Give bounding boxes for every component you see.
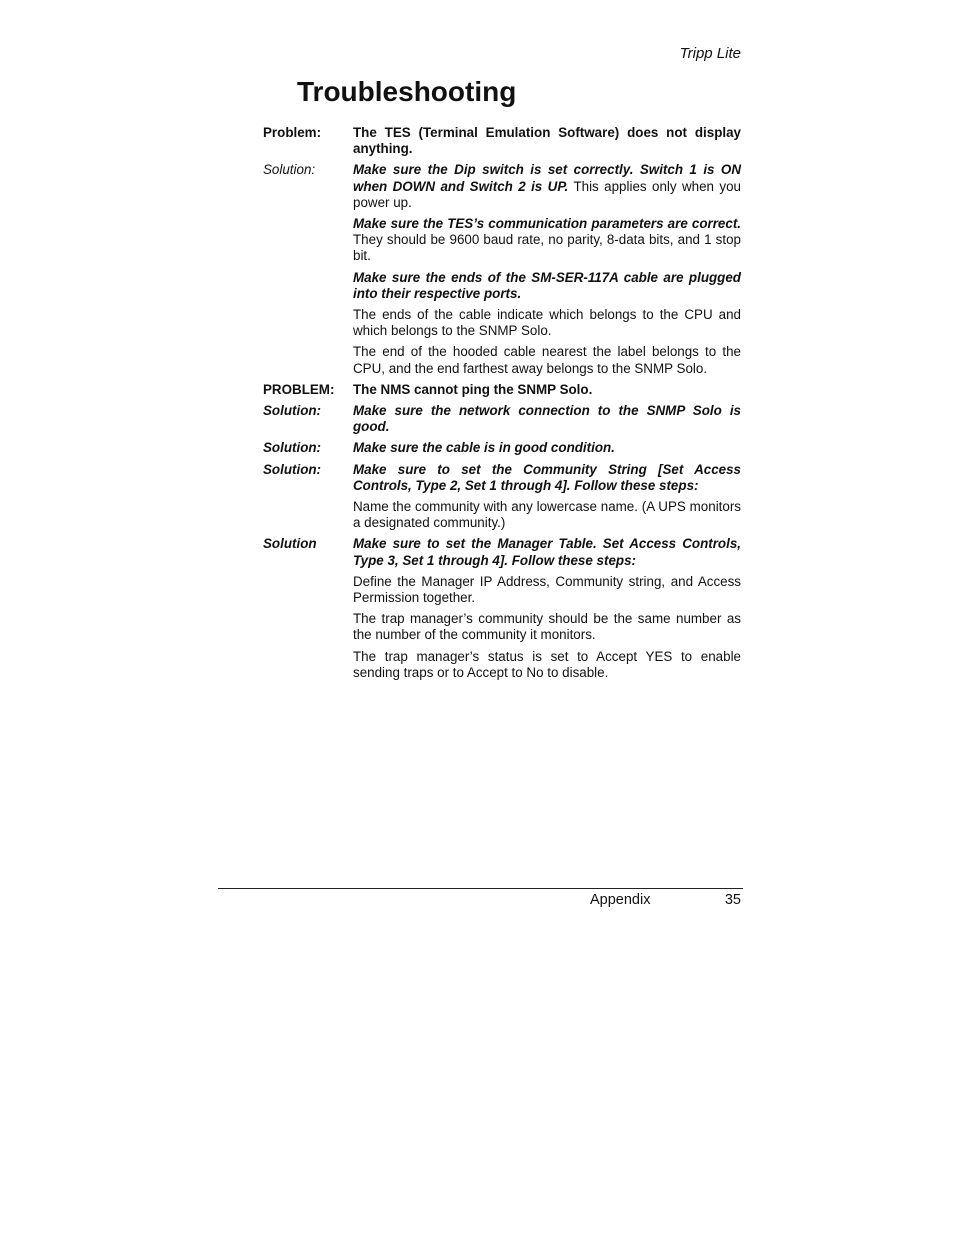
problem-label: PROBLEM: xyxy=(263,381,335,397)
header-brand: Tripp Lite xyxy=(679,45,741,62)
text-segment: Make sure the ends of the SM-SER-117A cable are plugged into their respective ports. xyxy=(353,269,741,301)
problem-text xyxy=(353,125,741,157)
paragraph xyxy=(353,270,741,302)
solution-text xyxy=(353,162,741,376)
problem-label: Problem: xyxy=(263,125,322,140)
paragraph xyxy=(353,216,741,265)
solution-text xyxy=(353,462,741,532)
troubleshooting-entry xyxy=(263,462,741,532)
text-segment: The ends of the cable indicate which belongs to the CPU and which belongs to the SNMP Solo. xyxy=(353,307,741,339)
troubleshooting-entry xyxy=(263,440,741,456)
text-segment: Make sure the Dip switch is set correctly. Switch 1 is ON when DOWN and Switch 2 is UP. xyxy=(353,162,741,194)
solution-label: Solution: xyxy=(263,461,322,477)
troubleshooting-entry xyxy=(263,382,741,398)
solution-label: Solution xyxy=(263,536,317,552)
paragraph xyxy=(353,162,741,211)
text-segment: Make sure to set the Manager Table. Set Access Controls, Type 3, Set 1 through 4]. Follow these steps: xyxy=(353,536,741,568)
text-segment: Define the Manager IP Address, Community string, and Access Permission together. xyxy=(353,573,741,606)
footer-section-name: Appendix xyxy=(590,892,651,908)
troubleshooting-entry xyxy=(263,403,741,435)
paragraph xyxy=(353,536,741,568)
solution-text xyxy=(353,536,741,681)
page-number: 35 xyxy=(724,892,741,908)
troubleshooting-entry xyxy=(263,536,741,681)
text-segment: The trap manager’s status is set to Accept YES to enable sending traps or to Accept to No to disable. xyxy=(353,648,741,680)
paragraph xyxy=(353,611,741,643)
text-segment: The trap manager’s community should be the same number as the number of the community it monitors. xyxy=(353,611,741,643)
solution-label: Solution: xyxy=(263,403,322,419)
text-segment: Name the community with any lowercase name. (A UPS monitors a designated community.) xyxy=(353,499,741,531)
paragraph xyxy=(353,125,741,157)
paragraph xyxy=(353,649,741,681)
paragraph xyxy=(353,462,741,494)
solution-text xyxy=(353,403,741,435)
text-segment: This applies only when you power up. xyxy=(353,178,742,210)
solution-label: Solution: xyxy=(263,162,316,178)
paragraph xyxy=(353,499,741,531)
paragraph xyxy=(353,574,741,606)
text-segment: The NMS cannot ping the SNMP Solo. xyxy=(353,381,593,397)
paragraph xyxy=(353,382,741,398)
paragraph xyxy=(353,307,741,339)
solution-text xyxy=(353,440,741,456)
page-title: Troubleshooting xyxy=(297,76,517,107)
text-segment: Make sure the cable is in good condition. xyxy=(353,440,615,456)
text-segment: The TES (Terminal Emulation Software) does not display anything. xyxy=(353,125,741,157)
solution-label: Solution: xyxy=(263,440,322,456)
text-segment: The end of the hooded cable nearest the label belongs to the CPU, and the end farthest away belongs to the SNMP Solo. xyxy=(353,344,741,376)
text-segment: Make sure the TES’s communication parameters are correct. xyxy=(353,216,741,232)
troubleshooting-entry xyxy=(263,125,741,157)
paragraph xyxy=(353,344,741,376)
problem-text xyxy=(353,382,741,398)
paragraph xyxy=(353,403,741,435)
text-segment: Make sure the network connection to the SNMP Solo is good. xyxy=(353,403,741,435)
troubleshooting-list xyxy=(263,125,741,686)
footer-divider xyxy=(218,888,743,889)
paragraph xyxy=(353,440,741,456)
text-segment: They should be 9600 baud rate, no parity, 8-data bits, and 1 stop bit. xyxy=(353,232,741,264)
text-segment: Make sure to set the Community String [Set Access Controls, Type 2, Set 1 through 4]. Follow these steps: xyxy=(353,461,741,493)
troubleshooting-entry xyxy=(263,162,741,376)
